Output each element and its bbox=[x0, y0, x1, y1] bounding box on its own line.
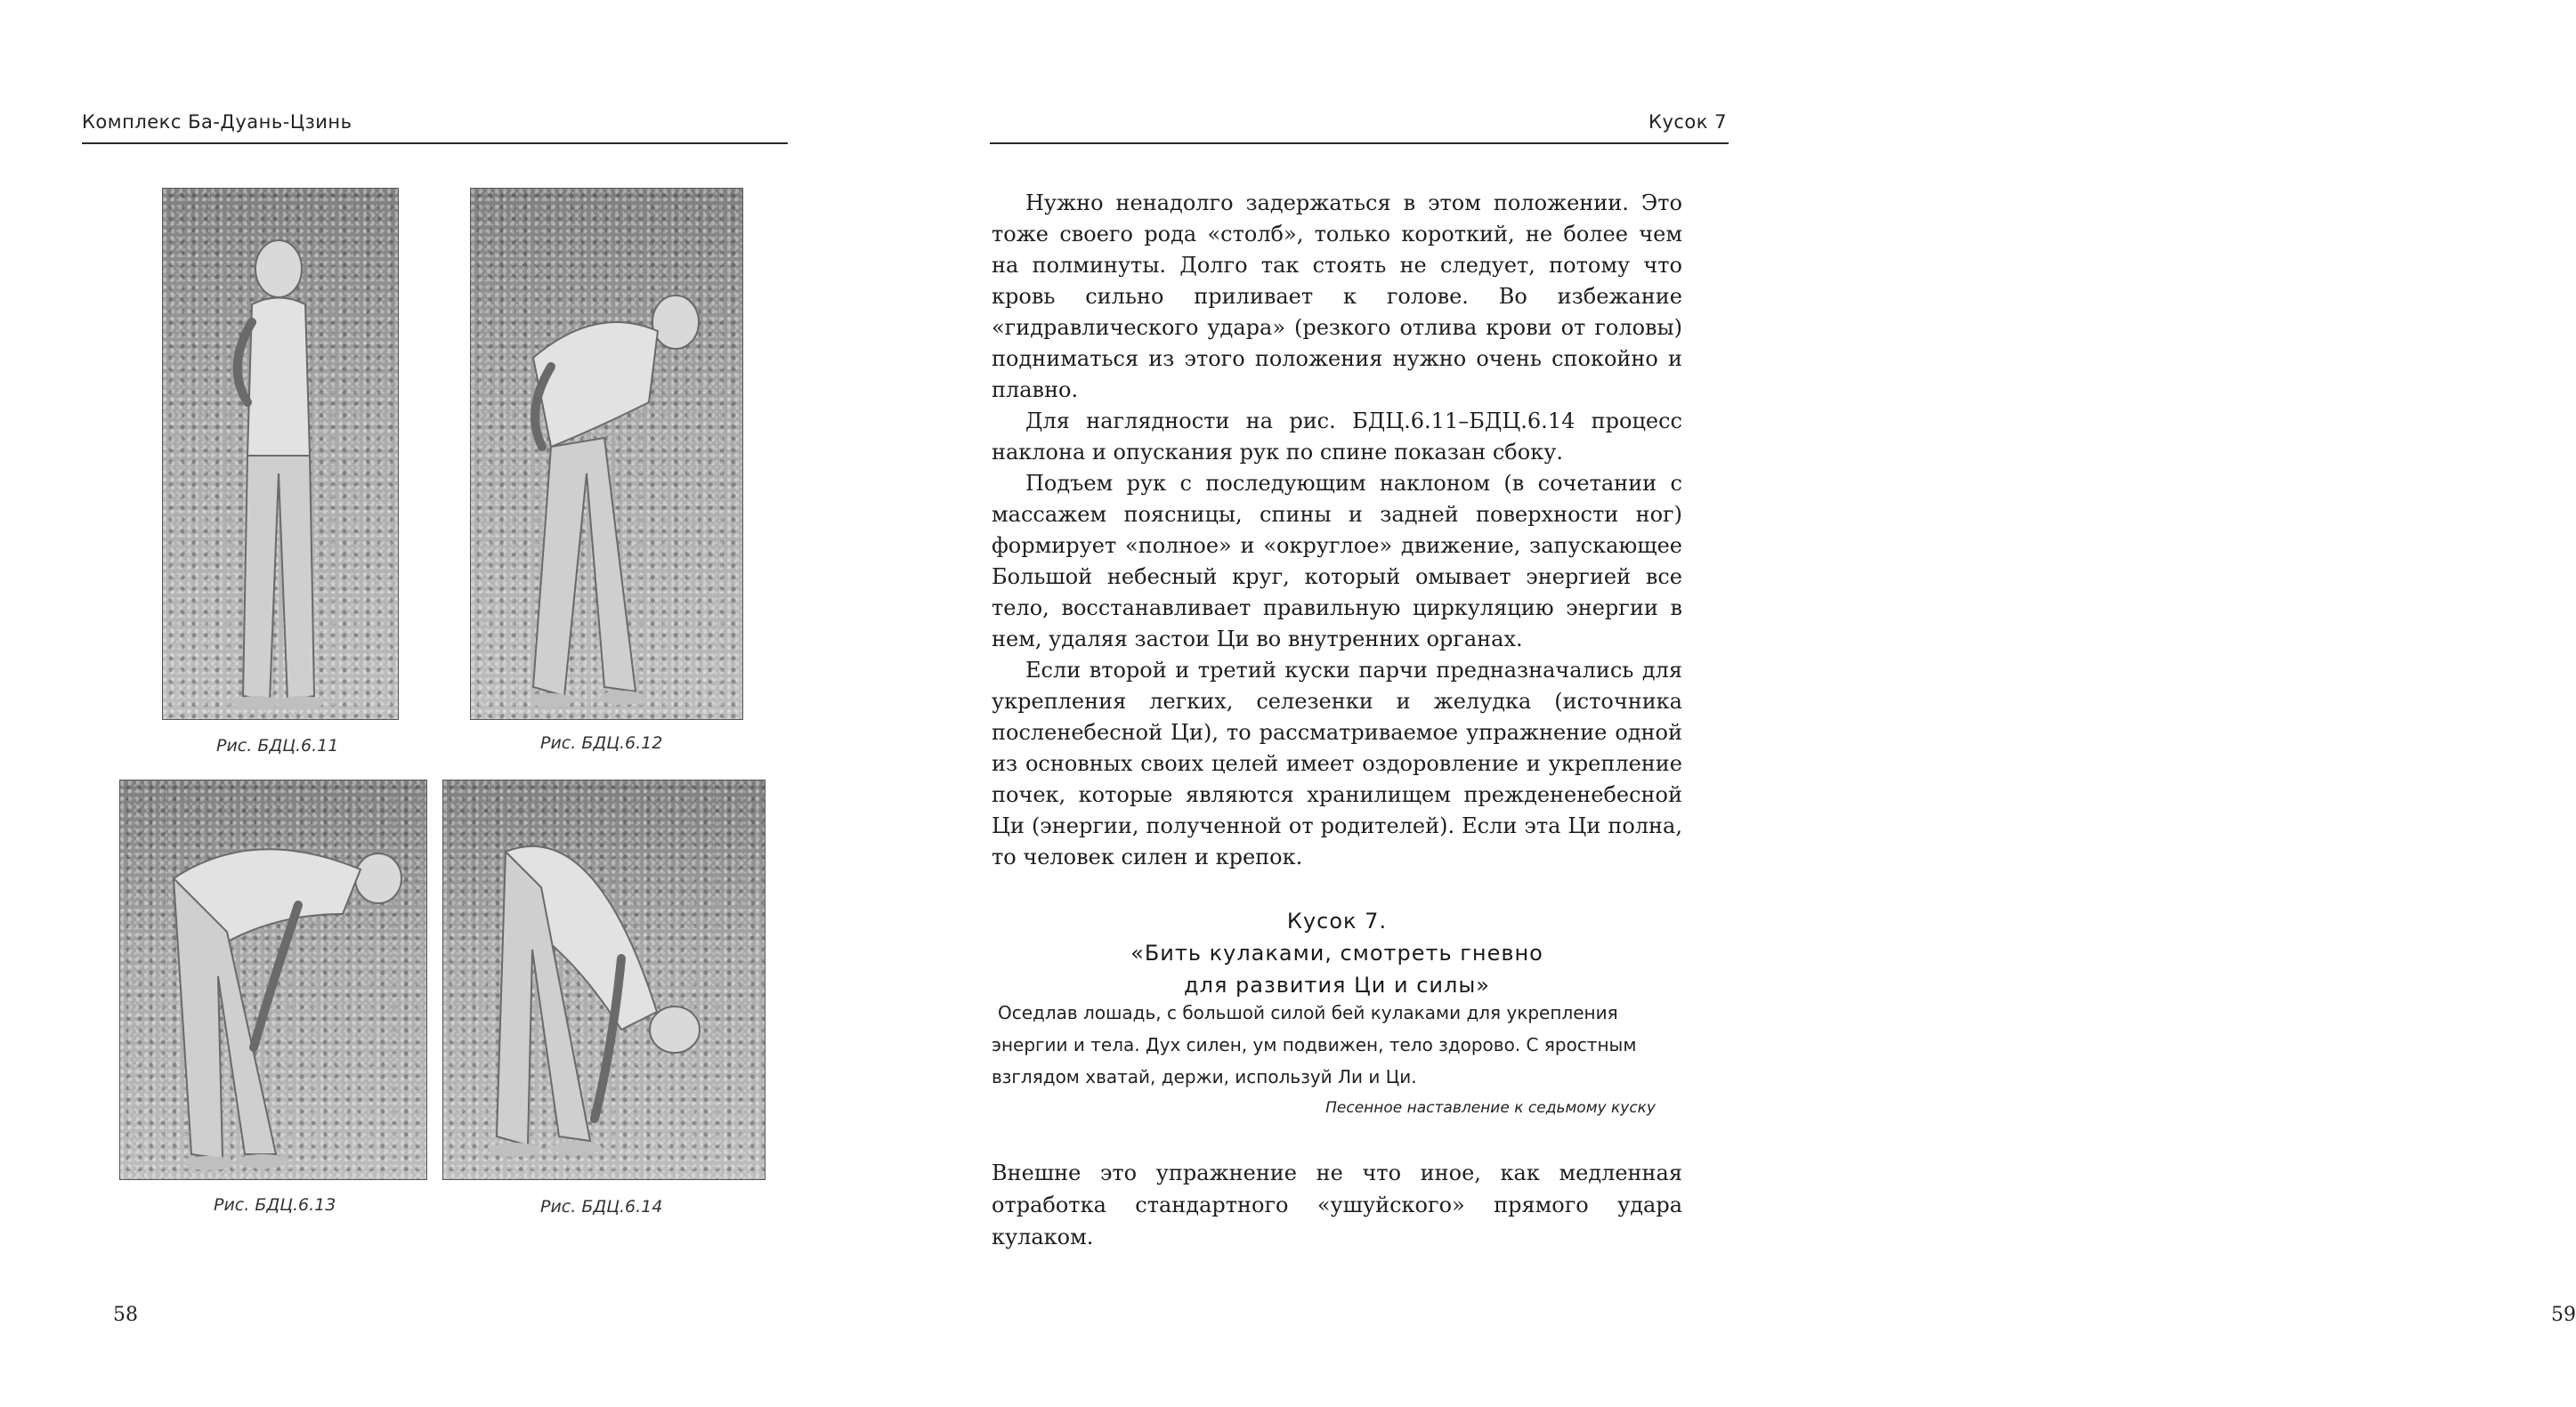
paragraph: Если второй и третий куски парчи предназначались для укрепления легких, селезенки и желудка (источника посленебесной Ци), то рассматриваемое упражнение одной из основных своих целей имеет оздоровление и укрепление почек, которые являются хранилищем преждененебесной Ци (энергии, полученной от родителей). Если эта Ци полна, то человек силен и крепок. bbox=[992, 658, 1682, 869]
person-bending-illustration bbox=[120, 780, 426, 1179]
running-head-left: Комплекс Ба-Дуань-Цзинь bbox=[82, 111, 352, 133]
epigraph bbox=[992, 997, 1673, 1121]
body-text bbox=[992, 188, 1682, 873]
epigraph-text: Оседлав лошадь, с большой силой бей кулаками для укрепления энергии и тела. Дух силен, ум подвижен, тело здорово. С яростным взглядом хватай, держи, используй Ли и Ци. bbox=[992, 1002, 1637, 1088]
left-page bbox=[0, 0, 890, 1407]
closing-text bbox=[992, 1157, 1682, 1253]
figure-photo-6-13 bbox=[119, 780, 427, 1180]
paragraph: Для наглядности на рис. БДЦ.6.11–БДЦ.6.14 процесс наклона и опускания рук по спине показан сбоку. bbox=[992, 408, 1682, 465]
section-heading-line: для развития Ци и силы» bbox=[1184, 973, 1490, 998]
figure-caption-6-13: Рис. БДЦ.6.13 bbox=[214, 1195, 336, 1215]
figure-photo-6-14 bbox=[442, 780, 766, 1180]
paragraph: Нужно ненадолго задержаться в этом положении. Это тоже своего рода «столб», только короткий, не более чем на полминуты. Долго так стоять не следует, потому что кровь сильно приливает к голове. Во избежание «гидравлического удара» (резкого отлива крови от головы) подниматься из этого положения нужно очень спокойно и плавно. bbox=[992, 190, 1682, 402]
section-heading bbox=[992, 905, 1682, 1001]
paragraph: Внешне это упражнение не что иное, как медленная отработка стандартного «ушуйского» прямого удара кулаком. bbox=[992, 1160, 1682, 1249]
person-standing-illustration bbox=[163, 189, 398, 719]
figure-caption-6-12: Рис. БДЦ.6.12 bbox=[540, 733, 663, 753]
page-number-left: 58 bbox=[113, 1304, 138, 1326]
page-number-right: 59 bbox=[2551, 1304, 2576, 1326]
running-head-right: Кусок 7 bbox=[1648, 111, 1727, 133]
paragraph: Подъем рук с последующим наклоном (в сочетании с массажем поясницы, спины и задней поверхности ног) формирует «полное» и «округлое» движение, запускающее Большой небесный круг, который омывает энергией все тело, восстанавливает правильную циркуляцию энергии в нем, удаляя застои Ци во внутренних органах. bbox=[992, 471, 1682, 651]
section-heading-line: «Бить кулаками, смотреть гневно bbox=[1130, 941, 1543, 966]
header-rule-left bbox=[82, 142, 788, 144]
section-heading-line: Кусок 7. bbox=[1286, 909, 1388, 934]
figure-photo-6-12 bbox=[470, 188, 743, 720]
person-deep-bend-illustration bbox=[443, 780, 765, 1179]
person-leaning-illustration bbox=[471, 189, 742, 719]
figure-caption-6-14: Рис. БДЦ.6.14 bbox=[540, 1197, 663, 1217]
header-rule-right bbox=[990, 142, 1729, 144]
epigraph-source: Песенное наставление к седьмому куску bbox=[1325, 1099, 1656, 1117]
right-page bbox=[890, 0, 2576, 1407]
figure-caption-6-11: Рис. БДЦ.6.11 bbox=[216, 736, 339, 756]
figure-photo-6-11 bbox=[162, 188, 399, 720]
